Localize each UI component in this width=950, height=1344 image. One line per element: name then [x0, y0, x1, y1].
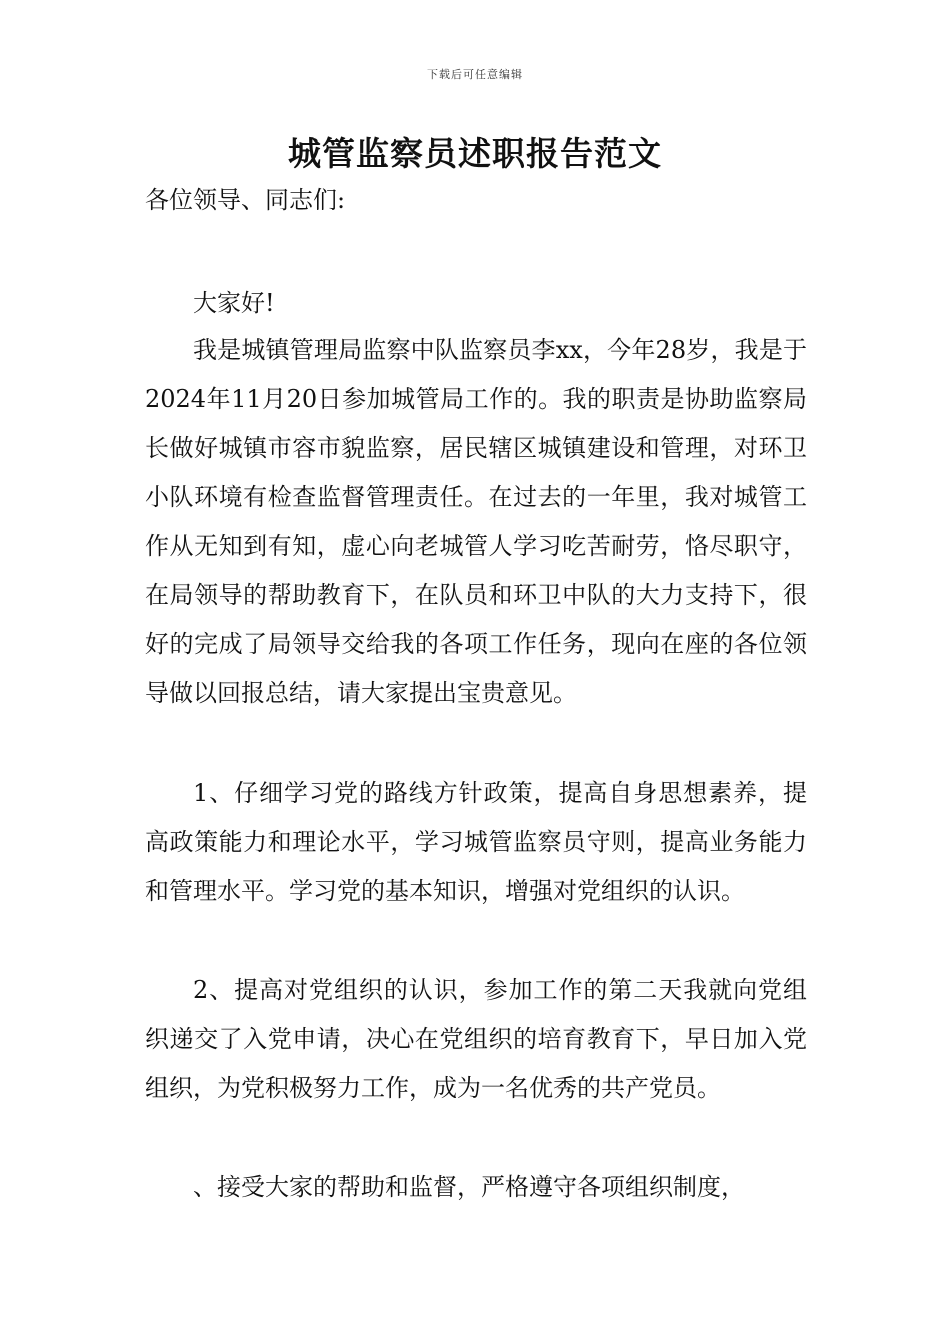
salutation: 各位领导、同志们:: [145, 186, 346, 214]
paragraph-intro-block: [145, 326, 807, 718]
paragraph-item-3: 、接受大家的帮助和监督，严格遵守各项组织制度，: [193, 1173, 745, 1201]
paragraph-intro: 我是城镇管理局监察中队监察员李xx，今年28岁，我是于2024年11月20日参加城管局工作的。我的职责是协助监察局长做好城镇市容市貌监察，居民辖区城镇建设和管理，对环卫小队环境有检查监督管理责任。在过去的一年里，我对城管工作从无知到有知，虚心向老城管人学习吃苦耐劳，恪尽职守，在局领导的帮助教育下，在队员和环卫中队的大力支持下，很好的完成了局领导交给我的各项工作任务，现向在座的各位领导做以回报总结，请大家提出宝贵意见。: [145, 336, 807, 707]
paragraph-item-2: 2、提高对党组织的认识，参加工作的第二天我就向党组织递交了入党申请，决心在党组织的培育教育下，早日加入党组织，为党积极努力工作，成为一名优秀的共产党员。: [145, 976, 807, 1102]
paragraph-2-block: [145, 966, 807, 1113]
document-title: 城管监察员述职报告范文: [288, 134, 662, 173]
paragraph-3-block: [145, 1163, 807, 1212]
paragraph-item-1: 1、仔细学习党的路线方针政策，提高自身思想素养，提高政策能力和理论水平，学习城管监察员守则，提高业务能力和管理水平。学习党的基本知识，增强对党组织的认识。: [145, 779, 807, 905]
paragraph-1-block: [145, 769, 807, 916]
header-note: 下载后可任意编辑: [427, 68, 523, 81]
greeting-paragraph: 大家好!: [193, 289, 275, 317]
